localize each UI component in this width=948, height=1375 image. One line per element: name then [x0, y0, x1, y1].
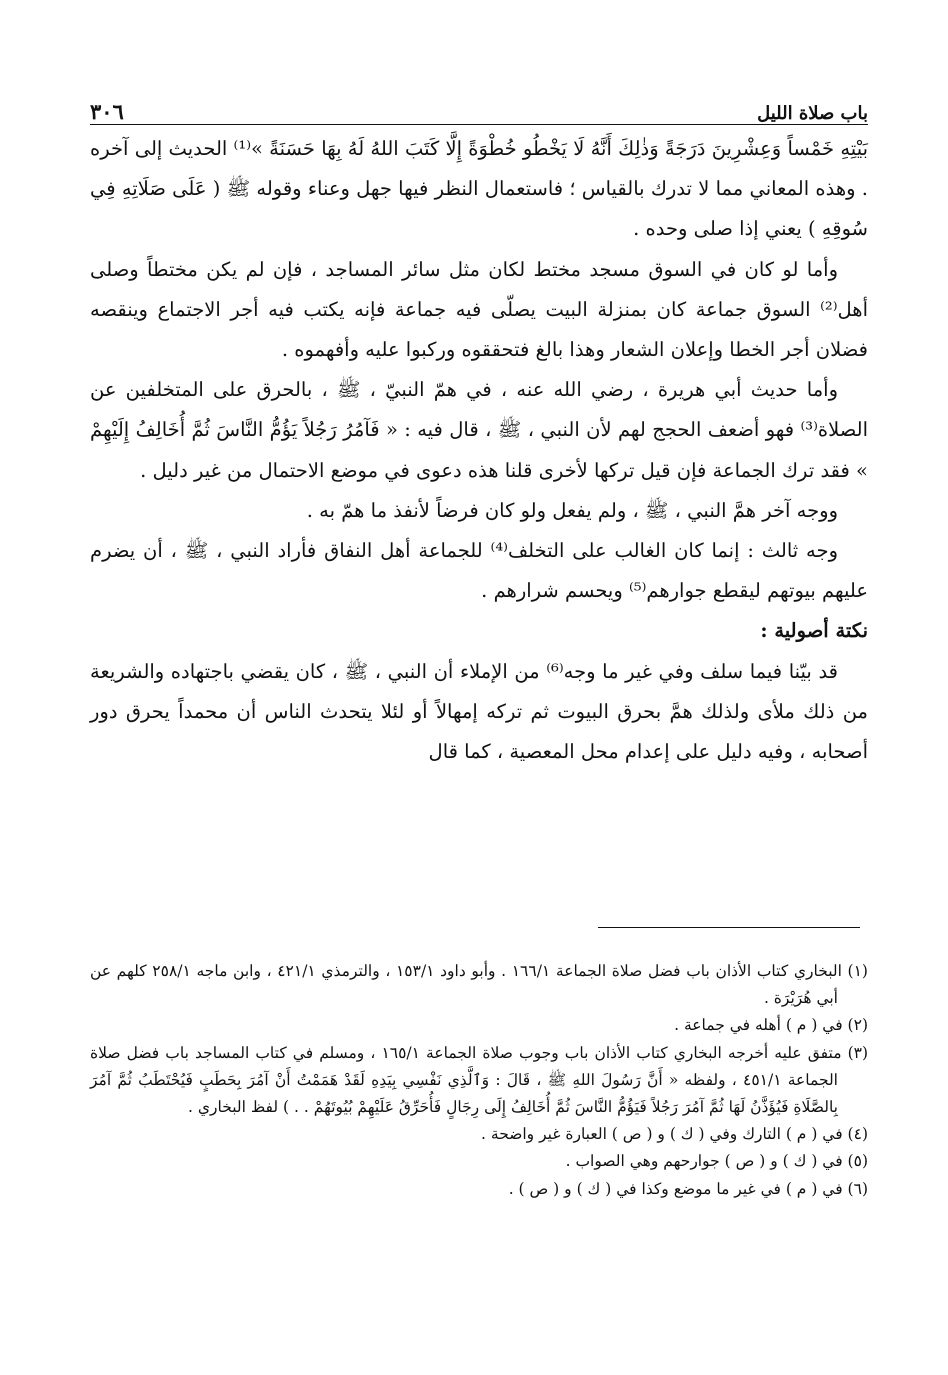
- footnote: (٤) في ( م ) التارك وفي ( ك ) و ( ص ) العبارة غير واضحة .: [481, 1125, 868, 1144]
- footnote: (٢) في ( م ) أهله في جماعة .: [674, 1016, 868, 1035]
- footnote: (١) البخاري كتاب الأذان باب فضل صلاة الجماعة ١٦٦/١ . وأبو داود ١٥٣/١ ، والترمذي ٤٢١/١ ، وابن ماجه ٢٥٨/١ كلهم عن أبي هُرَيْرَة .: [90, 962, 868, 1008]
- paragraph: وأما حديث أبي هريرة ، رضي الله عنه ، في همّ النبيّ ، ﷺ ، بالحرق على المتخلفين عن الصلاة⁽³⁾ فهو أضعف الحجج لهم لأن النبي ، ﷺ ، قال فيه : « فَآمُرُ رَجُلاً يَؤُمُّ النَّاسَ ثُمَّ أُخَالِفُ إِلَيْهِمْ » فقد ترك الجماعة فإن قيل تركها لأخرى قلنا هذه دعوى في موضع الاحتمال من غير دليل .: [90, 378, 868, 482]
- chapter-title: باب صلاة الليل: [757, 103, 868, 124]
- footnote: (٥) في ( ك ) و ( ص ) جوارحهم وهي الصواب .: [565, 1152, 868, 1171]
- page: [90, 90, 868, 772]
- main-text: [90, 129, 868, 772]
- paragraph: قد بيّنا فيما سلف وفي غير ما وجه⁽⁶⁾ من الإملاء أن النبي ، ﷺ ، كان يقضي باجتهاده والشريعة من ذلك ملأى ولذلك همَّ بحرق البيوت ثم تركه إمهالاً أو لئلا يتحدث الناس أن محمداً يحرق دور أصحابه ، وفيه دليل على إعدام محل المعصية ، كما قال: [90, 659, 868, 764]
- paragraph: بَيْتِهِ خَمْساً وَعِشْرِينَ دَرَجَةً وَذٰلِكَ أَنَّهُ لَا يَخْطُو خُطْوَةً إِلَّا كَتَبَ اللهُ لَهُ بِهَا حَسَنَةً »⁽¹⁾ الحديث إلى آخره . وهذه المعاني مما لا تدرك بالقياس ؛ فاستعمال النظر فيها جهل وعناء وقوله ﷺ ( عَلَى صَلَاتِهِ فِي سُوقِهِ ) يعني إذا صلى وحده .: [90, 137, 869, 241]
- paragraph: وأما لو كان في السوق مسجد مختط لكان مثل سائر المساجد ، فإن لم يكن مختطاً وصلى أهل⁽²⁾ السوق جماعة كان بمنزلة البيت يصلّى فيه جماعة فإنه يكتب فيه أجر الاجتماع وينقصه فضلان أجر الخطا وإعلان الشعار وهذا بالغ فتحققوه وركبوا عليه وأفهموه .: [90, 257, 868, 362]
- page-number: ٣٠٦: [90, 99, 124, 124]
- footnote: (٦) في ( م ) في غير ما موضع وكذا في ( ك ) و ( ص ) .: [508, 1179, 868, 1198]
- section-heading: نكتة أصولية :: [760, 619, 868, 643]
- running-header: [90, 90, 868, 125]
- footnotes: [90, 958, 868, 1203]
- footnote: (٣) متفق عليه أخرجه البخاري كتاب الأذان باب وجوب صلاة الجماعة ١٦٥/١ ، ومسلم في كتاب المساجد باب فضل صلاة الجماعة ٤٥١/١ ، ولفظه « أَنَّ رَسُولَ اللهِ ﷺ ، قَالَ : وَٱلَّذِي نَفْسِي بِيَدِهِ لَقَدْ هَمَمْتُ أَنْ آمُرَ بِحَطَبٍ فَيُحْتَطَبُ ثُمَّ آمُرَ بِالصَّلَاةِ فَيُؤَذَّنُ لَهَا ثُمَّ آمُرَ رَجُلاً فَيَؤُمُّ النَّاسَ ثُمَّ أُخَالِفُ إِلَى رِجَالٍ فَأُحَرِّقُ عَلَيْهِمْ بُيُوتَهُمْ . . ) لفظ البخاري .: [90, 1043, 869, 1117]
- paragraph: ووجه آخر همَّ النبي ، ﷺ ، ولم يفعل ولو كان فرضاً لأنفذ ما همّ به .: [306, 498, 838, 522]
- paragraph: وجه ثالث : إنما كان الغالب على التخلف⁽⁴⁾ للجماعة أهل النفاق فأراد النبي ، ﷺ ، أن يضرم عليهم بيوتهم ليقطع جوارهم⁽⁵⁾ ويحسم شرارهم .: [90, 539, 868, 603]
- footnote-divider: [598, 927, 860, 928]
